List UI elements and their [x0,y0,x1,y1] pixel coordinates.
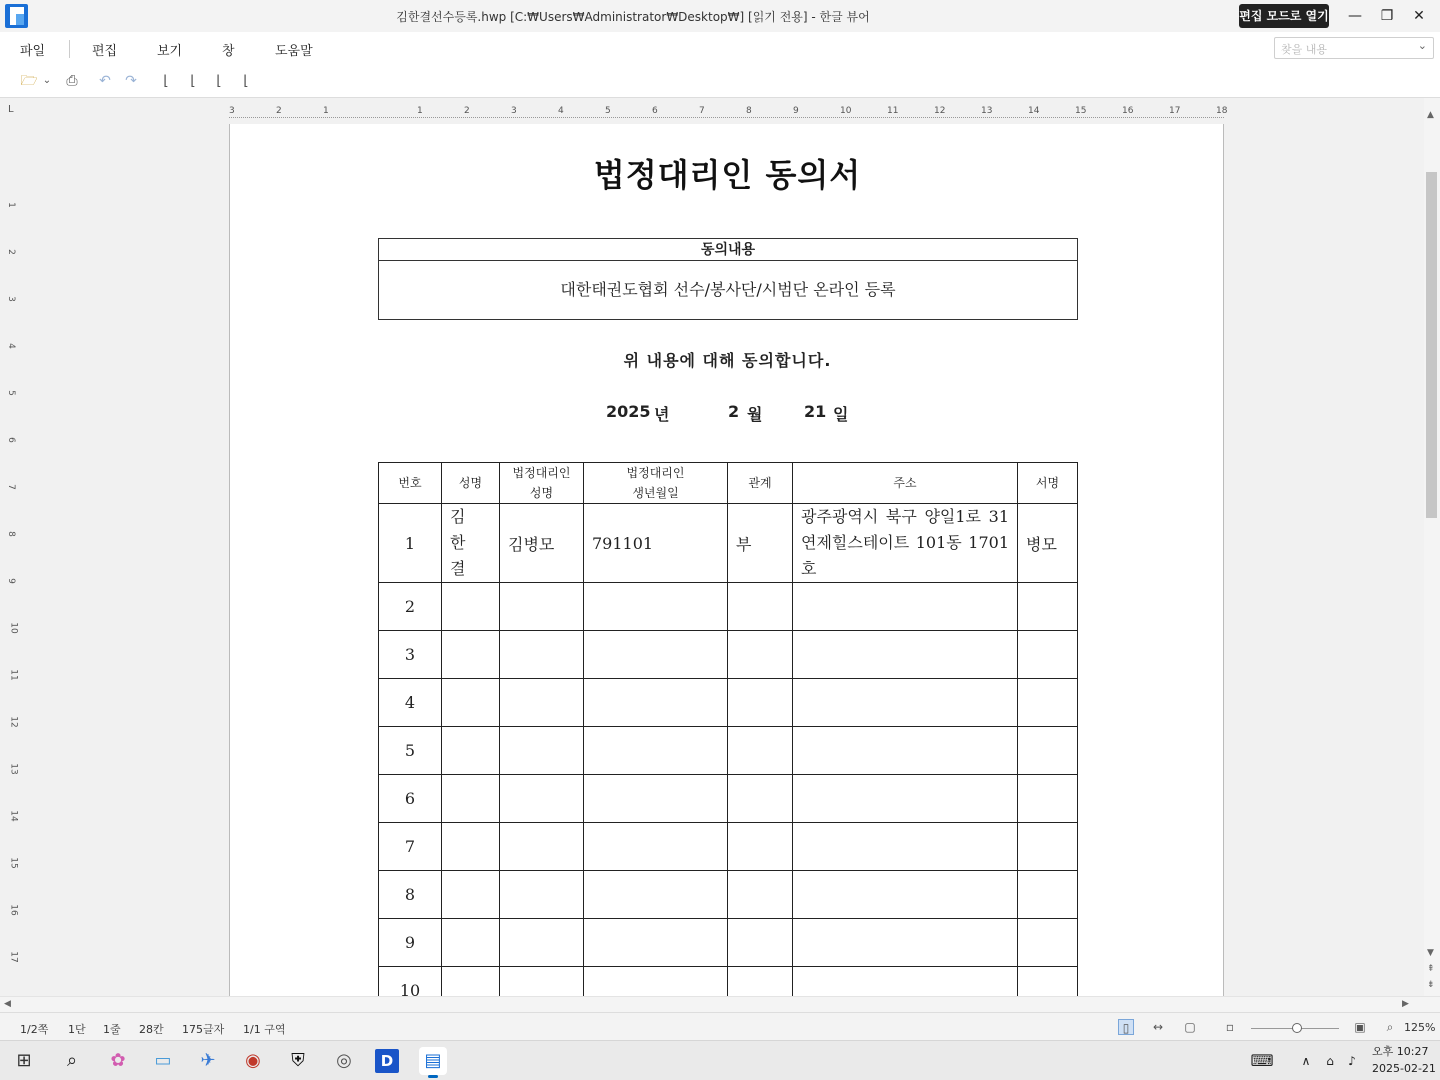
table-header-row [379,463,1078,504]
table-row [379,727,1078,775]
page-next-icon[interactable]: ⌊ [216,73,222,89]
print-icon[interactable]: ⎙ [66,73,78,89]
table-row [379,871,1078,919]
zoom-slider-knob[interactable] [1292,1023,1302,1033]
guardian-name [500,871,584,919]
relation: 부 [728,504,793,583]
ruler-tick: 4 [558,106,564,116]
guardian-name: 김병모 [500,504,584,583]
window-title: 김한결선수등록.hwp [C:₩Users₩Administrator₩Desktop₩] [읽기 전용] - 한글 뷰어 [396,10,870,24]
zoom-in-icon[interactable]: ▣ [1354,1020,1366,1034]
ruler-tick: 14 [1028,106,1040,116]
ruler-tick: 2 [276,106,282,116]
ruler-tick: 3 [5,296,16,302]
volume-icon[interactable]: ♪ [1348,1054,1356,1068]
header-label: 주소 [893,476,917,490]
status-bar [0,1012,1440,1040]
member-name [442,631,500,679]
guardian-birth [584,727,728,775]
relation [728,967,793,997]
date-day: 21 [804,402,827,421]
ruler-baseline [229,117,1224,121]
scroll-up-icon[interactable]: ▲ [1427,110,1434,120]
member-name [442,775,500,823]
address [793,871,1018,919]
ruler-tick: 6 [652,106,658,116]
menu-edit[interactable]: 편집 [92,44,118,59]
ruler-tick: 4 [5,343,16,349]
row-number: 8 [379,871,442,919]
zoom-out-icon[interactable]: ▫ [1225,1020,1235,1034]
menu-bar [0,32,1440,66]
signature [1018,727,1078,775]
table-row [379,504,1078,583]
d-app-icon[interactable]: D [375,1049,399,1073]
consent-header: 동의내용 [379,239,1077,261]
ruler-tick: 8 [746,106,752,116]
guardian-birth [584,823,728,871]
fit-page-icon[interactable]: ▢ [1184,1020,1196,1034]
date-month: 2 [728,402,740,421]
signature: 병모 [1018,504,1078,583]
header-address [793,463,1018,504]
consent-box [378,238,1078,320]
ruler-tick: 2 [5,249,16,255]
guardian-birth [584,871,728,919]
header-number [379,463,442,504]
ruler-tick: 3 [511,106,517,116]
ruler-tick: 9 [793,106,799,116]
member-name [442,919,500,967]
vertical-scrollbar[interactable] [1424,98,1440,996]
header-guardian-name [500,463,584,504]
date-year-unit: 년 [654,405,670,424]
ruler-tick: 10 [8,622,19,634]
menu-view[interactable]: 보기 [157,44,183,59]
member-name [442,679,500,727]
search-icon[interactable]: ⌕ [66,1050,78,1071]
header-label: 서명 [1035,476,1060,490]
header-relation [728,463,793,504]
row-number: 4 [379,679,442,727]
open-edit-mode-button[interactable]: 편집 모드로 열기 [1239,4,1329,28]
ruler-tick: 16 [1122,106,1134,116]
ruler-tick: 11 [887,106,899,116]
ruler-tick: 2 [464,106,470,116]
scroll-left-icon[interactable]: ◀ [4,999,11,1009]
guardian-birth: 791101 [584,504,728,583]
relation [728,823,793,871]
vertical-ruler[interactable] [4,124,22,996]
chevron-up-icon[interactable]: ∧ [1301,1054,1311,1068]
table-row [379,583,1078,631]
header-label: 법정대리인 성명 [512,466,571,500]
windows-start-icon[interactable]: ⊞ [16,1050,32,1071]
row-number: 2 [379,583,442,631]
red-app-icon[interactable]: ◉ [245,1050,261,1071]
page-prev-icon[interactable]: ⌊ [190,73,196,89]
clock-time[interactable]: 오후 10:27 [1372,1045,1429,1058]
ruler-tick: 9 [5,578,16,584]
find-box[interactable] [1274,37,1434,59]
scroll-down-icon[interactable]: ▼ [1427,948,1434,958]
menu-file[interactable]: 파일 [20,44,46,59]
signature [1018,679,1078,727]
signature [1018,583,1078,631]
row-number: 9 [379,919,442,967]
guardian-table [378,462,1078,996]
guardian-birth [584,679,728,727]
guardian-name [500,775,584,823]
ruler-tick: 1 [5,202,16,208]
ruler-tick: 10 [840,106,852,116]
relation [728,727,793,775]
status-line: 1줄 [103,1023,121,1036]
member-name [442,823,500,871]
guardian-birth [584,631,728,679]
horizontal-ruler[interactable] [229,103,1228,121]
title-bar [0,0,1440,32]
ruler-tick: 13 [8,763,19,775]
member-name [442,727,500,775]
ruler-tick: 3 [229,106,235,116]
hangul-viewer-taskbar-icon[interactable]: ▤ [419,1047,447,1075]
document-viewport[interactable] [24,124,1424,996]
row-number: 6 [379,775,442,823]
page-view-mode-icon[interactable]: ▯ [1118,1019,1134,1035]
header-guardian-birth [584,463,728,504]
page-down-icon[interactable]: ⇟ [1427,980,1435,990]
ruler-tick: 15 [8,857,19,869]
date-year: 2025 [606,402,651,421]
table-row [379,967,1078,997]
member-name [442,871,500,919]
header-label: 성명 [458,476,483,490]
page-last-icon[interactable]: ⌊ [243,73,249,89]
table-row [379,775,1078,823]
date-day-unit: 일 [833,405,849,424]
page-up-icon[interactable]: ⇞ [1427,964,1435,974]
signature [1018,775,1078,823]
signature [1018,919,1078,967]
file-explorer-icon[interactable]: ▭ [154,1050,172,1071]
agreement-statement: 위 내용에 대해 동의합니다. [623,351,832,370]
chevron-down-icon[interactable]: ⌄ [42,75,52,86]
header-label: 법정대리인 생년월일 [626,466,685,500]
taskbar [0,1040,1440,1080]
relation [728,679,793,727]
table-row [379,919,1078,967]
fit-width-icon[interactable]: ↔ [1152,1020,1164,1034]
scroll-thumb[interactable] [1426,172,1437,518]
menu-window[interactable]: 창 [222,44,235,59]
guardian-name [500,823,584,871]
header-name [442,463,500,504]
close-button[interactable]: ✕ [1413,8,1425,24]
chevron-down-icon[interactable]: ⌄ [1417,39,1427,52]
zoom-level[interactable]: 125% [1404,1021,1436,1034]
relation [728,919,793,967]
signature [1018,967,1078,997]
status-column: 1단 [68,1023,86,1036]
guardian-birth [584,583,728,631]
ruler-tick: 17 [1169,106,1181,116]
table-row [379,823,1078,871]
ruler-tick: 13 [981,106,993,116]
document-page [229,124,1224,996]
address [793,823,1018,871]
table-row [379,631,1078,679]
date-month-unit: 월 [747,405,763,424]
ruler-tick: 5 [5,390,16,396]
header-label: 관계 [748,476,772,490]
address [793,679,1018,727]
guardian-name [500,967,584,997]
network-icon[interactable]: ⌂ [1326,1054,1334,1068]
horizontal-scrollbar[interactable] [0,996,1440,1012]
toolbar [0,66,1440,98]
guardian-birth [584,919,728,967]
rocket-app-icon[interactable]: ✈ [200,1050,216,1071]
guardian-birth [584,967,728,997]
address [793,583,1018,631]
signature [1018,631,1078,679]
shield-icon[interactable]: ⛨ [291,1050,305,1071]
ruler-tick: 7 [5,484,16,490]
menu-help[interactable]: 도움말 [275,44,313,59]
relation [728,631,793,679]
ruler-tick: 16 [8,904,19,916]
ruler-tick: 14 [8,810,19,822]
row-number: 10 [379,967,442,997]
row-number: 7 [379,823,442,871]
row-number: 3 [379,631,442,679]
clock-date[interactable]: 2025-02-21 [1372,1062,1436,1075]
keyboard-icon[interactable]: ⌨ [1250,1051,1274,1070]
address [793,631,1018,679]
guardian-name [500,919,584,967]
header-label: 번호 [398,476,422,490]
status-char-count: 175글자 [182,1023,225,1036]
copilot-icon[interactable]: ✿ [110,1050,126,1071]
guardian-name [500,679,584,727]
ruler-tick: 1 [417,106,423,116]
ruler-tick: 8 [5,531,16,537]
signature [1018,871,1078,919]
guardian-name [500,727,584,775]
row-number: 1 [379,504,442,583]
magnifier-icon[interactable]: ⌕ [1386,1020,1394,1034]
address [793,727,1018,775]
scroll-right-icon[interactable]: ▶ [1402,999,1409,1009]
document-title: 법정대리인 동의서 [593,156,862,194]
camera-app-icon[interactable]: ◎ [336,1050,352,1071]
ruler-tick: 5 [605,106,611,116]
member-name [442,583,500,631]
member-name [442,967,500,997]
minimize-button[interactable]: — [1348,8,1362,24]
consent-content: 대한태권도협회 선수/봉사단/시범단 온라인 등록 [560,280,896,299]
member-name: 김 한 결 [442,504,500,583]
relation [728,583,793,631]
address: 광주광역시 북구 양일1로 31 연제힐스테이트 101동 1701호 [793,504,1018,583]
status-col-pos: 28칸 [139,1023,164,1036]
ruler-tick: 17 [8,951,19,963]
find-input[interactable] [1281,40,1416,60]
ruler-corner[interactable]: L [0,98,24,124]
address [793,967,1018,997]
row-number: 5 [379,727,442,775]
ruler-tick: 18 [1216,106,1228,116]
ruler-tick: 6 [5,437,16,443]
relation [728,775,793,823]
table-row [379,679,1078,727]
address [793,775,1018,823]
ruler-tick: 7 [699,106,705,116]
status-section: 1/1 구역 [243,1023,286,1036]
status-page: 1/2쪽 [20,1023,49,1036]
redo-comment-icon[interactable]: ↷ [125,73,137,89]
address [793,919,1018,967]
ruler-tick: 12 [934,106,946,116]
guardian-name [500,631,584,679]
header-signature [1018,463,1078,504]
ruler-tick: 11 [8,669,19,681]
ruler-tick: 1 [323,106,329,116]
ruler-tick: 15 [1075,106,1087,116]
open-folder-icon[interactable]: 🗁 [20,73,38,89]
guardian-birth [584,775,728,823]
undo-comment-icon[interactable]: ↶ [99,73,111,89]
menu-separator [69,40,70,58]
restore-button[interactable]: ❐ [1380,8,1394,24]
page-view-icon[interactable]: ⌊ [163,73,169,89]
ruler-tick: 12 [8,716,19,728]
relation [728,871,793,919]
signature [1018,823,1078,871]
guardian-name [500,583,584,631]
